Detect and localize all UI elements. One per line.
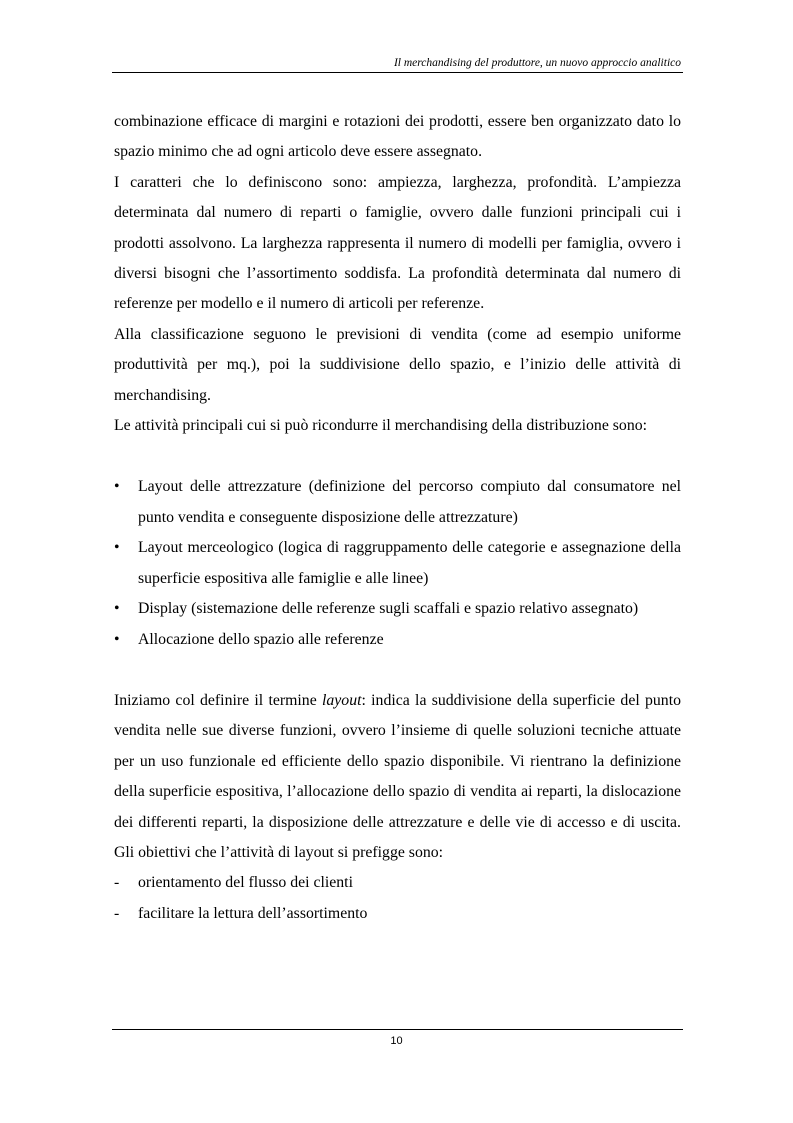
bullet-symbol: • <box>114 478 120 496</box>
dash-text: facilitare la lettura dell’assortimento <box>138 904 368 922</box>
bullet-item <box>114 533 681 594</box>
dash-symbol: - <box>114 874 120 892</box>
bullet-item <box>114 594 681 624</box>
dash-item <box>114 868 681 898</box>
bullet-text: Layout merceologico (logica di raggruppamento delle categorie e assegnazione della superficie espositiva alle famiglie e alle linee) <box>138 539 681 587</box>
paragraph-activities-intro: Le attività principali cui si può ricondurre il merchandising della distribuzione sono: <box>114 417 648 435</box>
dash-text: orientamento del flusso dei clienti <box>138 874 353 892</box>
bullet-symbol: • <box>114 630 120 648</box>
bullet-symbol: • <box>114 539 120 557</box>
footer-rule <box>112 1029 683 1030</box>
bullet-item <box>114 472 681 533</box>
paragraph-classification: Alla classificazione seguono le previsioni di vendita (come ad esempio uniforme produttività per mq.), poi la suddivisione dello spazio, e l’inizio delle attività di merchandising. <box>114 325 681 404</box>
bullet-text: Allocazione dello spazio alle referenze <box>138 630 384 648</box>
page-number: 10 <box>390 1035 403 1047</box>
running-header: Il merchandising del produttore, un nuovo approccio analitico <box>393 57 681 69</box>
dash-item <box>114 899 681 929</box>
layout-term: layout <box>322 691 362 709</box>
dash-symbol: - <box>114 904 120 922</box>
layout-text-after: : indica la suddivisione della superficie del punto vendita nelle sue diverse funzioni, ovvero l’insieme di quelle soluzioni tecniche attuate per un uso funzionale ed efficiente dello spazio disponibile. Vi rientrano la definizione della superficie espositiva, l’allocazione dello spazio di vendita ai reparti, la dislocazione dei differenti reparti, la disposizione delle attrezzature e delle vie di accesso e di uscita. Gli obiettivi che l’attività di layout si prefigge sono: <box>114 691 681 861</box>
bullet-text: Layout delle attrezzature (definizione del percorso compiuto dal consumatore nel punto vendita e conseguente disposizione delle attrezzature) <box>138 478 681 526</box>
bullet-symbol: • <box>114 600 120 618</box>
layout-text-before: Iniziamo col definire il termine <box>114 691 322 709</box>
objectives-dash-list <box>114 868 681 929</box>
header-rule <box>112 72 683 73</box>
paragraph-layout-definition <box>114 686 681 868</box>
activities-bullet-list <box>114 472 681 654</box>
paragraph-assortment-characters: I caratteri che lo definiscono sono: ampiezza, larghezza, profondità. L’ampiezza determinata dal numero di reparti o famiglie, ovvero dalle funzioni principali cui i prodotti assolvono. La larghezza rappresenta il numero di modelli per famiglia, ovvero i diversi bisogni che l’assortimento soddisfa. La profondità determinata dal numero di referenze per modello e il numero di articoli per referenze. <box>114 173 681 313</box>
paragraph-continuation: combinazione efficace di margini e rotazioni dei prodotti, essere ben organizzato dato lo spazio minimo che ad ogni articolo deve essere assegnato. <box>114 113 681 161</box>
bullet-item <box>114 625 681 655</box>
bullet-text: Display (sistemazione delle referenze sugli scaffali e spazio relativo assegnato) <box>138 600 639 618</box>
page-body <box>114 107 681 929</box>
